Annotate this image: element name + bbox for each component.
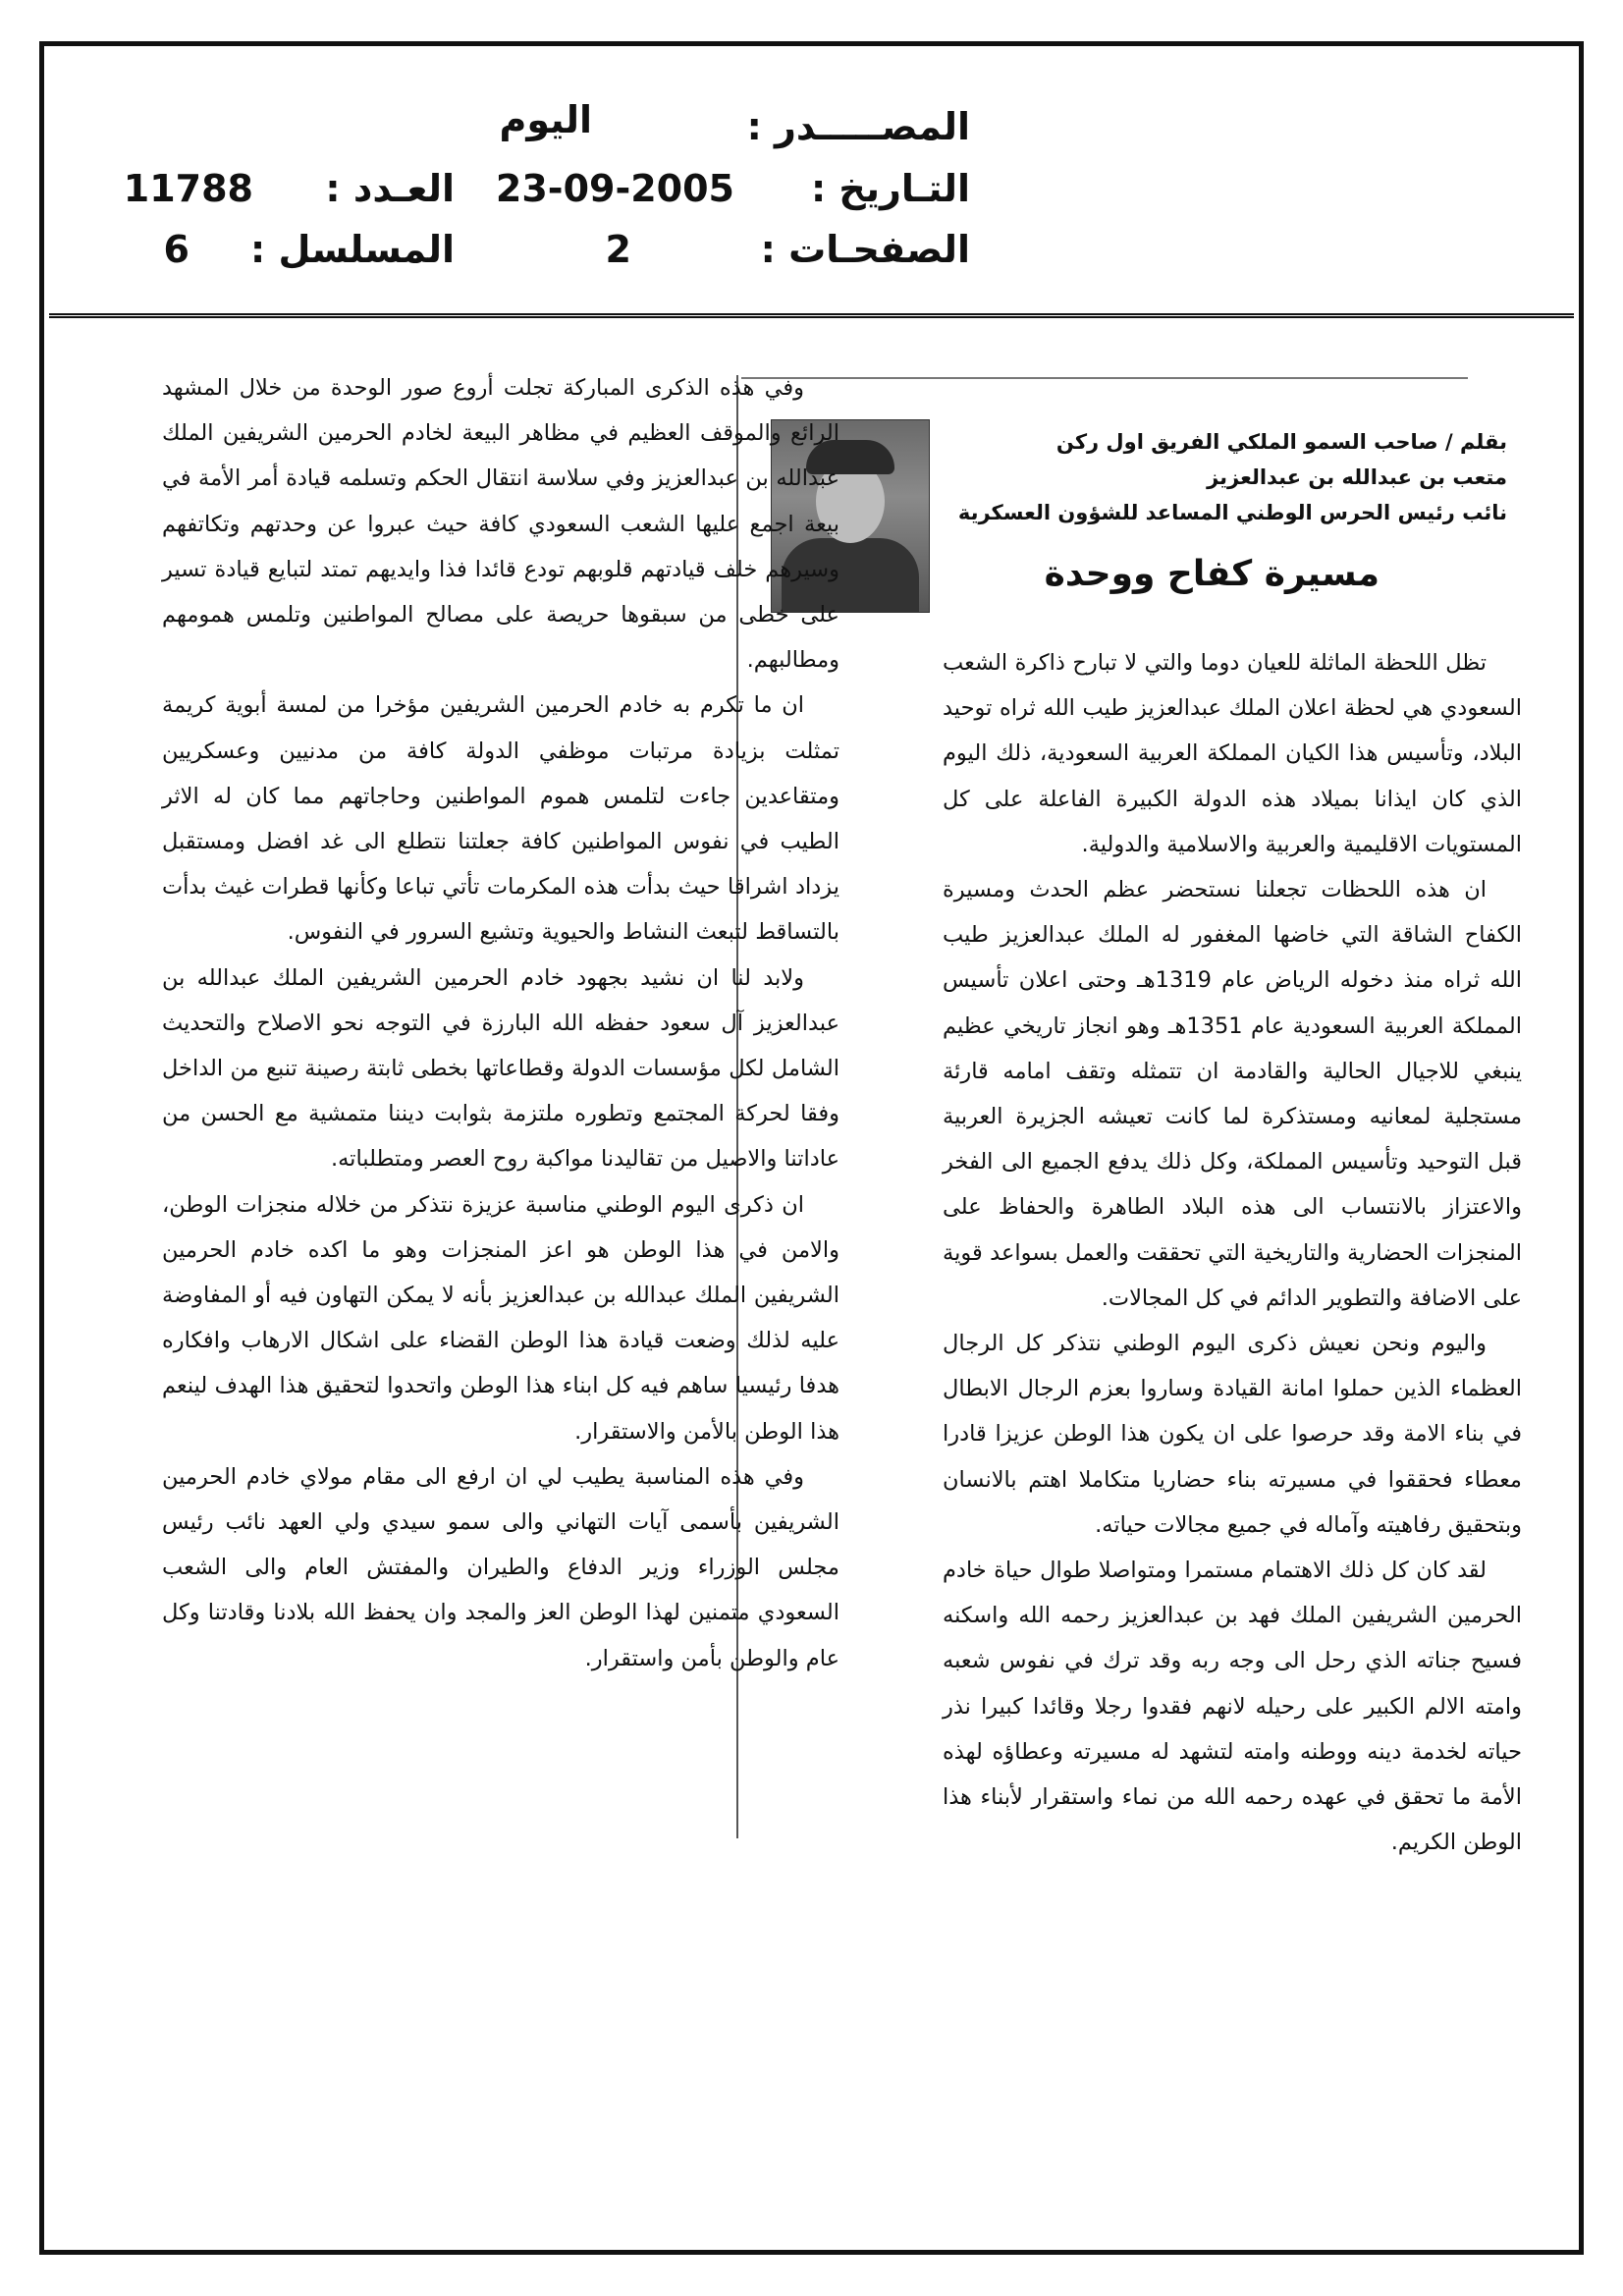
- issue-label: العـدد :: [325, 167, 455, 210]
- pages-label: الصفحـات :: [760, 228, 970, 271]
- column-top-rule: [741, 377, 1468, 379]
- paragraph: وفي هذه المناسبة يطيب لي ان ارفع الى مقام مولاي خادم الحرمين الشريفين بأسمى آيات التهاني والى سمو سيدي ولي العهد نائب رئيس مجلس الوزراء وزير الدفاع والطيران والمفتش العام والى الشعب السعودي متمنين لهذا الوطن العز والمجد وان يحفظ الله بلادنا وقادتنا وكل عام والوطن بأمن واستقرار.: [162, 1463, 839, 1671]
- right-column: [943, 640, 1522, 1865]
- serial-value: 6: [163, 228, 189, 271]
- paragraph: واليوم ونحن نعيش ذكرى اليوم الوطني نتذكر كل الرجال العظماء الذين حملوا امانة القيادة وساروا بعزم الرجال الابطال في بناء الامة وقد حرصوا على ان يكون هذا الوطن عزيزا قادرا معطاء فحققوا في مسيرته بناء حضاريا متكاملا اهتم بالانسان وبتحقيق رفاهيته وآماله في جميع مجالات حياته.: [943, 1331, 1522, 1538]
- paragraph: ان ما تكرم به خادم الحرمين الشريفين مؤخرا من لمسة أبوية كريمة تمثلت بزيادة مرتبات موظفي الدولة كافة من مدنيين وعسكريين ومتقاعدين جاءت لتلمس هموم المواطنين وحاجاتهم مما كان له الاثر الطيب في نفوس المواطنين كافة جعلتنا نتطلع الى غد افضل ومستقبل يزداد اشراقا حيث بدأت هذه المكرمات تأتي تباعا وكأنها قطرات غيث بدأت بالتساقط لتبعث النشاط والحيوية وتشيع السرور في النفوس.: [162, 692, 839, 946]
- newspaper-clipping: [93, 365, 1546, 1856]
- pages-value: 2: [605, 228, 631, 271]
- paragraph: تظل اللحظة الماثلة للعيان دوما والتي لا تبارح ذاكرة الشعب السعودي هي لحظة اعلان الملك عبدالعزيز طيب الله ثراه توحيد البلاد، وتأسيس هذا الكيان المملكة العربية السعودية، ذلك اليوم الذي كان ايذانا بميلاد هذه الدولة الكبيرة الفاعلة على كل المستويات الاقليمية والعربية والاسلامية والدولية.: [943, 650, 1522, 857]
- paragraph: ان ذكرى اليوم الوطني مناسبة عزيزة نتذكر من خلاله منجزات الوطن، والامن في هذا الوطن هو اعز المنجزات وهو ما اكده خادم الحرمين الشريفين الملك عبدالله بن عبدالعزيز بأنه لا يمكن التهاون فيه أو المفاوضة عليه لذلك وضعت قيادة هذا الوطن القضاء على اشكال الارهاب وافكاره هدفا رئيسيا ساهم فيه كل ابناء هذا الوطن واتحدوا لتحقيق هذا الهدف لينعم هذا الوطن بالأمن والاستقرار.: [162, 1191, 839, 1445]
- paragraph: ان هذه اللحظات تجعلنا نستحضر عظم الحدث ومسيرة الكفاح الشاقة التي خاضها المغفور له الملك عبدالعزيز طيب الله ثراه منذ دخوله الرياض عام 1319هـ وحتى اعلان تأسيس المملكة العربية السعودية عام 1351هـ وهو انجاز تاريخي عظيم ينبغي للاجيال الحالية والقادمة ان تتمثله وتقف امامه قارئة مستجلية لمعانيه ومستذكرة لما كانت تعيشه الجزيرة العربية قبل التوحيد وتأسيس المملكة، وكل ذلك يدفع الجميع الى الفخر والاعتزاز بالانتساب الى هذه البلاد الطاهرة والحفاظ على المنجزات الحضارية والتاريخية التي تحققت والعمل بسواعد قوية على الاضافة والتطوير الدائم في كل المجالات.: [943, 877, 1522, 1311]
- document-header: [49, 51, 1574, 318]
- left-column: [162, 365, 839, 1681]
- date-label: التـاريخ :: [810, 167, 970, 210]
- article-title: مسيرة كفاح ووحدة: [1044, 554, 1380, 594]
- serial-label: المسلسل :: [250, 228, 455, 271]
- byline-line: متعب بن عبدالله بن عبدالعزيز: [1207, 465, 1507, 489]
- issue-value: 11788: [123, 167, 253, 210]
- source-label: المصـــــدر :: [746, 105, 970, 148]
- date-value: 23-09-2005: [495, 167, 734, 210]
- byline-line: نائب رئيس الحرس الوطني المساعد للشؤون العسكرية: [957, 501, 1507, 524]
- paragraph: ولابد لنا ان نشيد بجهود خادم الحرمين الشريفين الملك عبدالله بن عبدالعزيز آل سعود حفظه الله البارزة في التوجه نحو الاصلاح والتحديث الشامل لكل مؤسسات الدولة وقطاعاتها بخطى ثابتة رصينة تنبع من الداخل وفقا لحركة المجتمع وتطوره ملتزمة بثوابت ديننا متمشية مع الحسن من عاداتنا والاصيل من تقاليدنا مواكبة روح العصر ومتطلباته.: [162, 964, 839, 1173]
- source-value: اليوم: [499, 98, 592, 141]
- paragraph: لقد كان كل ذلك الاهتمام مستمرا ومتواصلا طوال حياة خادم الحرمين الشريفين الملك فهد بن عبدالعزيز رحمه الله واسكنه فسيح جناته الذي رحل الى وجه ربه وقد ترك في نفوس شعبه وامته الالم الكبير على رحيله لانهم فقدوا رجلا وقائدا كبيرا نذر حياته لخدمة دينه ووطنه وامته لتشهد له مسيرته وعطاؤه لهذه الأمة ما تحقق في عهده رحمه الله من نماء واستقرار لأبناء هذا الوطن الكريم.: [943, 1558, 1522, 1856]
- byline-line: بقلم / صاحب السمو الملكي الفريق اول ركن: [1055, 430, 1507, 454]
- author-byline: [957, 424, 1507, 530]
- paragraph: وفي هذه الذكرى المباركة تجلت أروع صور الوحدة من خلال المشهد الرائع والموقف العظيم في مظاهر البيعة لخادم الحرمين الشريفين الملك عبدالله بن عبدالعزيز وفي سلاسة انتقال الحكم وتسلمه قيادة أمر الأمة في بيعة اجمع عليها الشعب السعودي كافة حيث عبروا عن وحدتهم وتكاتفهم وسيرهم خلف قيادتهم قلوبهم تودع قائدا فذا وايديهم تمتد لتبايع قيادة تسير على خطى من سبقوها حريصة على مصالح المواطنين وتلمس همومهم ومطالبهم.: [162, 375, 839, 674]
